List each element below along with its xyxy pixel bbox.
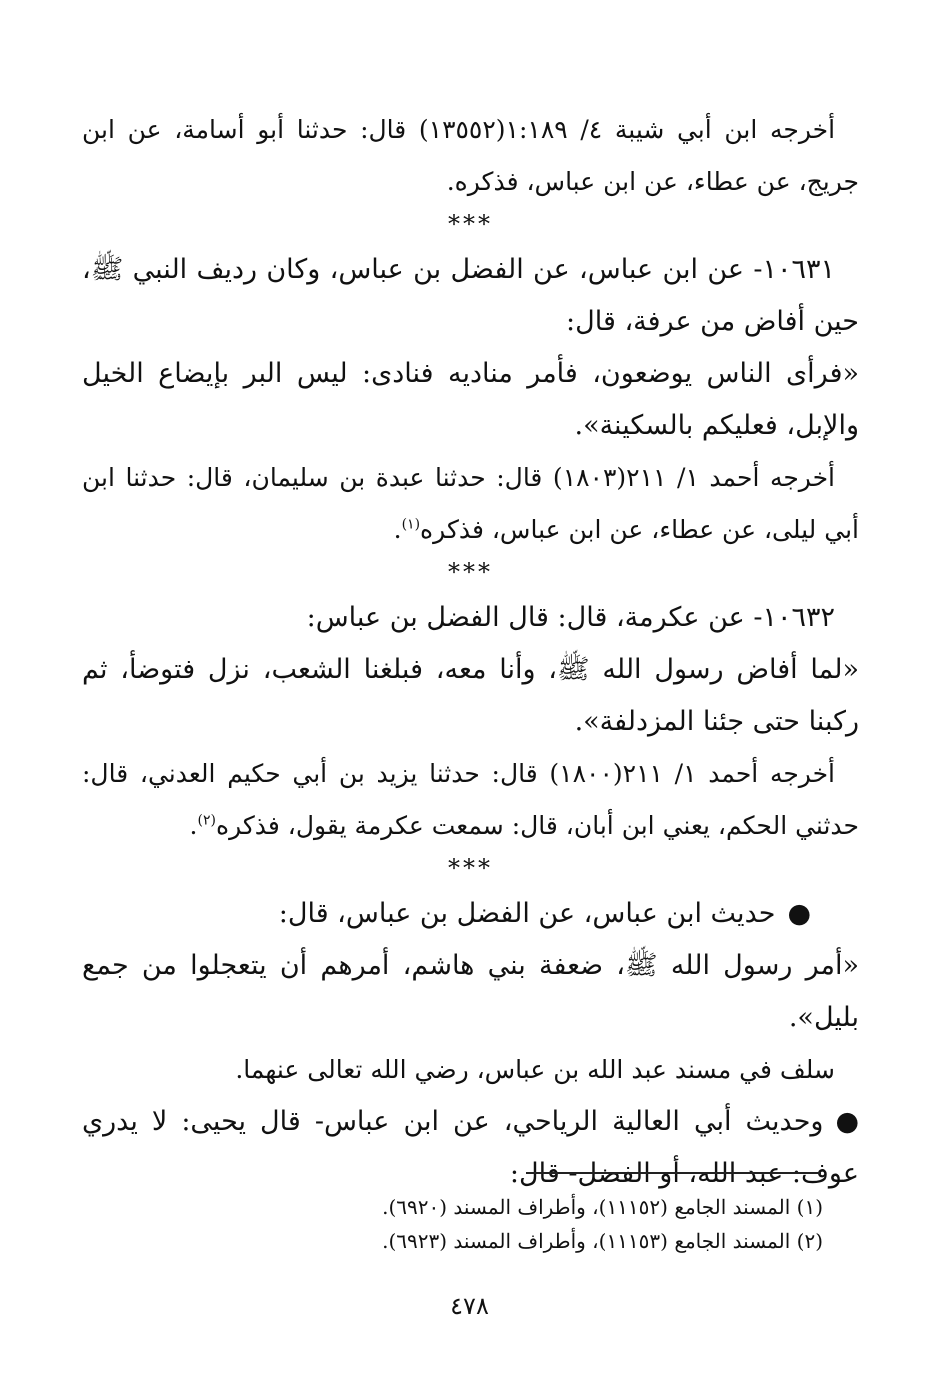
footnote-divider xyxy=(526,1172,821,1174)
hadith-10632-heading: ١٠٦٣٢- عن عكرمة، قال: قال الفضل بن عباس: xyxy=(306,602,835,633)
hadith-10631-heading: ١٠٦٣١- عن ابن عباس، عن الفضل بن عباس، وكان رديف النبي ﷺ، حين أفاض من عرفة، قال: xyxy=(82,254,859,337)
page-number: ٤٧٨ xyxy=(450,1292,489,1320)
hadith-10632-text: «لما أفاض رسول الله ﷺ، وأنا معه، فبلغنا الشعب، نزل فتوضأ، ثم ركبنا حتى جئنا المزدلفة». xyxy=(82,654,859,737)
bullet-hadith-heading-text: وحديث أبي العالية الرياحي، عن ابن عباس- قال يحيى: لا يدري عوف: عبد الله، أو الفضل- قال: xyxy=(82,1106,859,1189)
bullet-hadith-heading-text: حديث ابن عباس، عن الفضل بن عباس، قال: xyxy=(278,898,776,929)
bullet-hadith-text: «أمر رسول الله ﷺ، ضعفة بني هاشم، أمرهم أن يتعجلوا من جمع بليل». xyxy=(82,950,859,1033)
footnote-2: (٢) المسند الجامع (١١١٥٣)، وأطراف المسند (٦٩٢٣). xyxy=(382,1229,823,1253)
bullet-hadith-heading xyxy=(82,1096,859,1200)
bullet-hadith-heading xyxy=(82,888,859,940)
cross-reference-note: سلف في مسند عبد الله بن عباس، رضي الله تعالى عنهما. xyxy=(235,1055,835,1084)
footnote-marker: (١) xyxy=(401,516,421,533)
section-separator: *** xyxy=(448,558,493,586)
main-text xyxy=(82,104,859,1200)
source-note xyxy=(82,748,859,852)
source-note-text: أخرجه أحمد ١/ ٢١١(١٨٠٣) قال: حدثنا عبدة بن سليمان، قال: حدثنا ابن أبي ليلى، عن عطاء، عن ابن عباس، فذكره xyxy=(82,463,859,544)
footnote-marker: (٢) xyxy=(197,812,216,829)
footnotes xyxy=(82,1190,823,1258)
source-note: أخرجه ابن أبي شيبة ٤/ ١:١٨٩(١٣٥٥٢) قال: حدثنا أبو أسامة، عن ابن جريج، عن عطاء، عن ابن عباس، فذكره. xyxy=(82,115,859,196)
section-separator: *** xyxy=(448,854,493,882)
footnote-1: (١) المسند الجامع (١١١٥٢)، وأطراف المسند (٦٩٢٠). xyxy=(382,1195,823,1219)
source-note-text: أخرجه أحمد ١/ ٢١١(١٨٠٠) قال: حدثنا يزيد بن أبي حكيم العدني، قال: حدثني الحكم، يعني ابن أبان، قال: سمعت عكرمة يقول، فذكره xyxy=(82,759,859,840)
bullet-icon: ● xyxy=(835,1106,859,1137)
bullet-icon: ● xyxy=(787,898,811,929)
sentence-end: . xyxy=(189,811,198,840)
sentence-end: . xyxy=(393,515,402,544)
source-note xyxy=(82,452,859,556)
hadith-10631-text: «فرأى الناس يوضعون، فأمر مناديه فنادى: ليس البر بإيضاع الخيل والإبل، فعليكم بالسكينة». xyxy=(82,358,859,441)
section-separator: *** xyxy=(448,210,493,238)
